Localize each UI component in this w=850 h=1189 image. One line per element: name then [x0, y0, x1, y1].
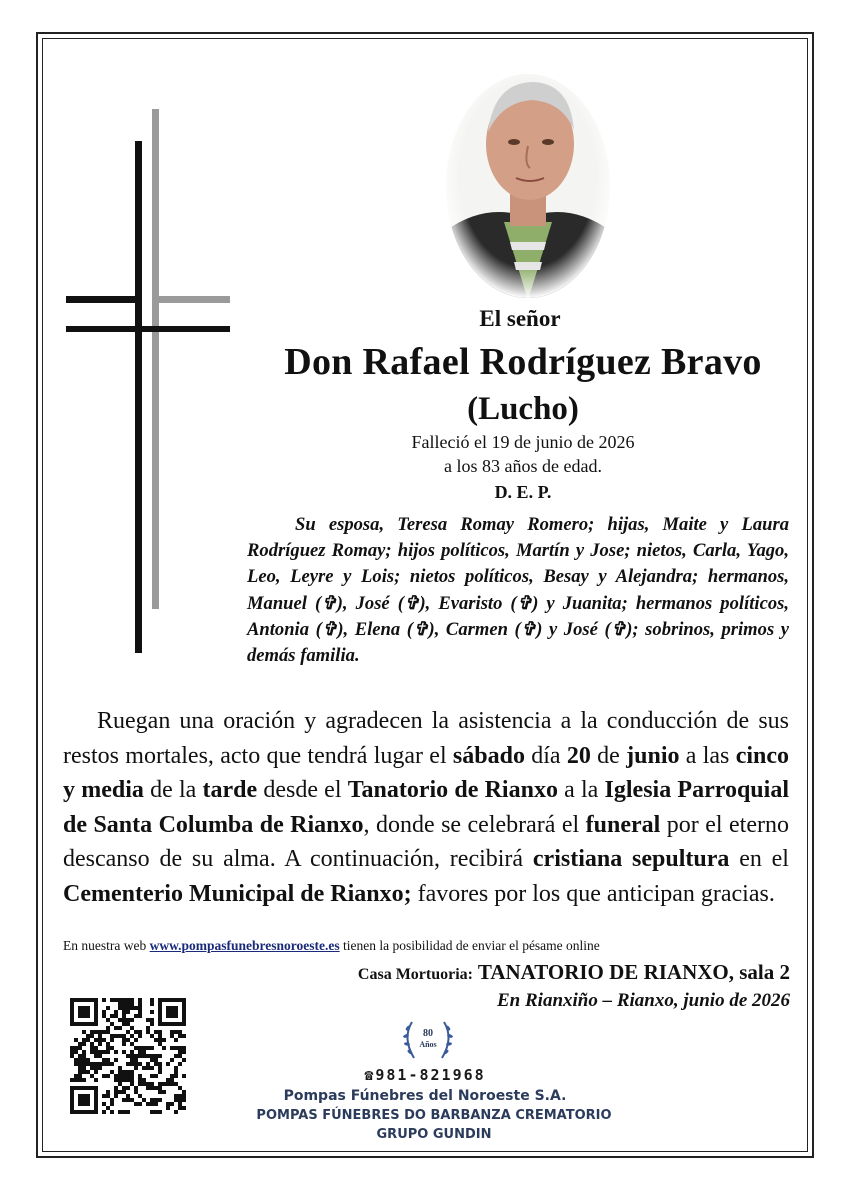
deceased-nickname: (Lucho) [467, 391, 579, 427]
announcement-segment: a las [679, 742, 736, 769]
place-date: En Rianxiño – Rianxo, junio de 2026 [497, 990, 790, 1011]
cross-icon [60, 105, 240, 665]
phone-icon: ☎ [364, 1066, 376, 1084]
logo-number: 80 [423, 1028, 433, 1039]
death-date: Falleció el 19 de junio de 2026 [411, 432, 635, 452]
title-prefix: El señor [479, 306, 561, 331]
announcement-bold-segment: tarde [202, 777, 258, 803]
announcement-segment: desde el [257, 777, 348, 803]
family-list [247, 512, 789, 669]
announcement-bold-segment: junio [626, 742, 680, 769]
company-subtitle: POMPAS FÚNEBRES DO BARBANZA CREMATORIO [256, 1108, 612, 1123]
announcement-bold-segment: funeral [585, 811, 661, 838]
announcement-bold-segment: cinco y media [63, 742, 790, 803]
announcement-bold-segment: Cementerio Municipal de Rianxo; [63, 880, 412, 907]
announcement-text [63, 704, 789, 911]
cross-dark-left-arm [66, 296, 140, 303]
casa-value: TANATORIO DE RIANXO, sala 2 [477, 960, 790, 984]
announcement-segment: día [524, 742, 567, 769]
announcement-segment: por el eterno descanso de su alma. A continuación, recibirá [63, 811, 789, 872]
announcement-segment: de la [143, 777, 203, 803]
phone-line [0, 1066, 850, 1084]
announcement-segment: , donde se celebrará el [363, 811, 586, 838]
web-notice-after: tienen la posibilidad de enviar el pésame online [339, 938, 600, 953]
announcement-segment: a la [557, 777, 605, 803]
cross-grey-vertical [152, 109, 159, 609]
announcement-segment: en el [729, 846, 789, 872]
announcement-bold-segment: Iglesia Parroquial de Santa Columba de Rianxo [63, 777, 789, 838]
website-link[interactable]: www.pompasfunebresnoroeste.es [149, 938, 340, 953]
age-line: a los 83 años de edad. [444, 456, 602, 476]
announcement-bold-segment: sábado [452, 742, 525, 769]
announcement-bold-segment: cristiana sepultura [532, 846, 730, 872]
announcement-bold-segment: Tanatorio de Rianxo [347, 777, 558, 803]
cross-grey-horizontal [152, 296, 230, 303]
announcement-segment: favores por los que anticipan gracias. [411, 880, 775, 907]
family-text: Su esposa, Teresa Romay Romero; hijas, Maite y Laura Rodríguez Romay; hijos políticos, Martín y Jose; nietos, Carla, Yago, Leo, Leyre y Lois; nietos políticos, Besay y Alejandra; hermanos, Manuel (✞), José (✞), Evaristo (✞) y Juanita; hermanos políticos, Antonia (✞), Elena (✞), Carmen (✞) y José (✞); sobrinos, primos y demás familia. [247, 514, 789, 667]
web-notice [63, 938, 600, 954]
rip-line: D. E. P. [494, 482, 552, 502]
casa-mortuoria [358, 960, 790, 985]
web-notice-before: En nuestra web [63, 938, 150, 953]
portrait-photo [444, 72, 612, 300]
casa-label: Casa Mortuoria: [357, 966, 473, 983]
phone-number: 981-821968 [375, 1066, 486, 1084]
funeral-announcement [63, 704, 789, 911]
logo-word: Años [419, 1040, 437, 1049]
deceased-name: Don Rafael Rodríguez Bravo [284, 341, 762, 383]
anniversary-laurel-logo [398, 1014, 458, 1066]
announcement-segment: Ruegan una oración y agradecen la asistencia a la conducción de sus restos mortales, acto que tendrá lugar el [63, 708, 789, 769]
announcement-bold-segment: 20 [566, 742, 591, 769]
announcement-segment: de [590, 742, 627, 769]
company-name: Pompas Fúnebres del Noroeste S.A. [283, 1088, 567, 1104]
cross-dark-vertical [135, 141, 142, 653]
company-group: GRUPO GUNDIN [376, 1127, 492, 1142]
